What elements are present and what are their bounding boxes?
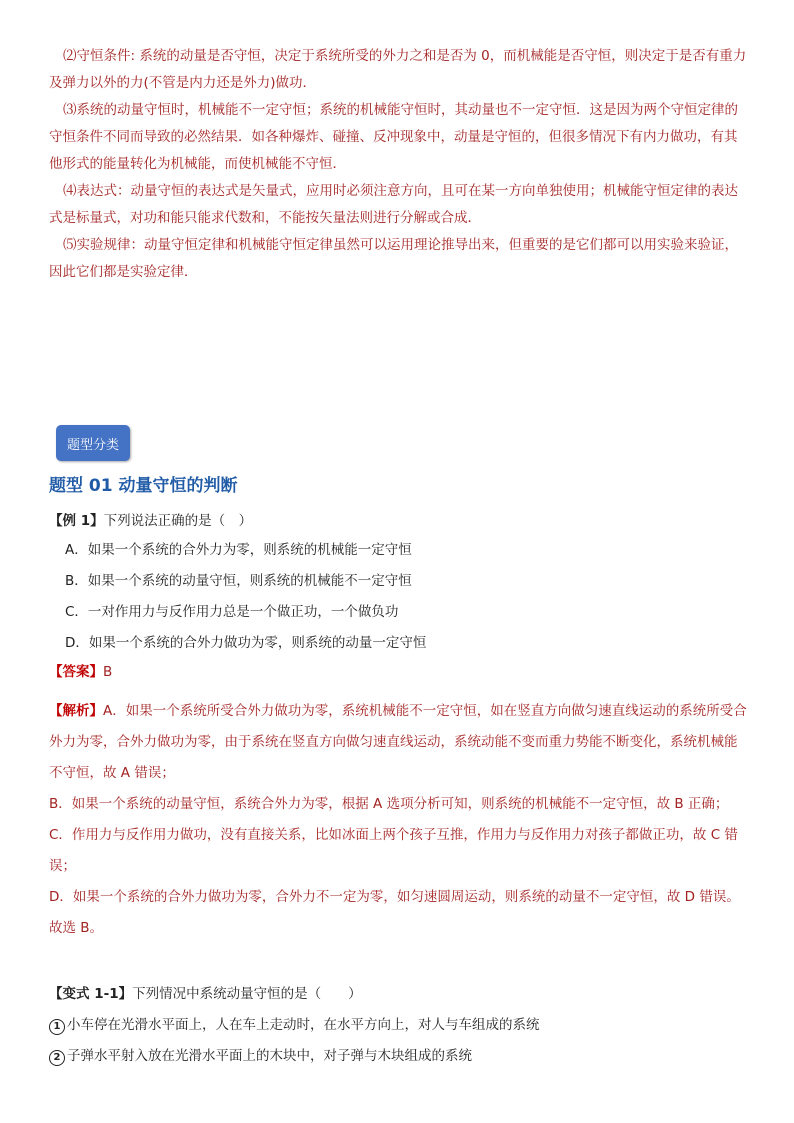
analysis-label: 【解析】 <box>49 703 103 719</box>
intro-paragraph-5: ⑸实验规律：动量守恒定律和机械能守恒定律虽然可以运用理论推导出来，但重要的是它们都可以用实验来验证，因此它们都是实验定律． <box>49 237 738 280</box>
option-b: B．如果一个系统的动量守恒，则系统的机械能不一定守恒 <box>65 573 412 589</box>
answer-line <box>49 659 749 686</box>
example-stem: 下列说法正确的是（ ） <box>103 513 253 529</box>
analysis-c: C．作用力与反作用力做功，没有直接关系，比如冰面上两个孩子互推，作用力与反作用力对孩子都做正功，故 C 错误； <box>49 827 738 874</box>
analysis-b: B．如果一个系统的动量守恒，系统合外力为零，根据 A 选项分析可知，则系统的机械能不一定守恒，故 B 正确； <box>49 796 729 812</box>
answer-label: 【答案】 <box>49 664 103 680</box>
variant-stem: 下列情况中系统动量守恒的是（ ） <box>132 986 362 1002</box>
intro-paragraph-2: ⑵守恒条件: 系统的动量是否守恒，决定于系统所受的外力之和是否为 0，而机械能是否守恒，则决定于是否有重力及弹力以外的力(不管是内力还是外力)做功． <box>49 48 747 91</box>
circled-number: 2 <box>49 1050 65 1066</box>
analysis-conclusion: 故选 B。 <box>49 920 104 936</box>
circled-number: 1 <box>49 1019 65 1035</box>
example-question <box>49 508 749 686</box>
variant-item-2-text: 子弹水平射入放在光滑水平面上的木块中，对子弹与木块组成的系统 <box>67 1048 472 1064</box>
variant-item-2 <box>49 1041 749 1072</box>
variant-item-1 <box>49 1010 749 1041</box>
example-label: 【例 1】 <box>49 513 104 529</box>
question-type-tag: 题型分类 <box>56 425 130 461</box>
intro-section <box>49 43 749 286</box>
option-a: A．如果一个系统的合外力为零，则系统的机械能一定守恒 <box>65 542 412 558</box>
intro-paragraph-3: ⑶系统的动量守恒时，机械能不一定守恒；系统的机械能守恒时，其动量也不一定守恒．这是因为两个守恒定律的守恒条件不同而导致的必然结果．如各种爆炸、碰撞、反冲现象中，动量是守恒的，但很多情况下有内力做功，有其他形式的能量转化为机械能，而使机械能不守恒． <box>49 102 738 172</box>
analysis-d: D．如果一个系统的合外力做功为零，合外力不一定为零，如匀速圆周运动，则系统的动量不一定守恒，故 D 错误。 <box>49 889 740 905</box>
variant-question <box>49 979 749 1072</box>
example-stem-line <box>49 508 749 535</box>
analysis-section <box>49 696 749 944</box>
variant-label: 【变式 1-1】 <box>49 986 133 1002</box>
variant-item-1-text: 小车停在光滑水平面上，人在车上走动时，在水平方向上，对人与车组成的系统 <box>67 1017 540 1033</box>
intro-paragraph-4: ⑷表达式：动量守恒的表达式是矢量式，应用时必须注意方向，且可在某一方向单独使用；机械能守恒定律的表达式是标量式，对功和能只能求代数和，不能按矢量法则进行分解或合成． <box>49 183 738 226</box>
option-c: C．一对作用力与反作用力总是一个做正功，一个做负功 <box>65 604 399 620</box>
analysis-a-text: A．如果一个系统所受合外力做功为零，系统机械能不一定守恒，如在竖直方向做匀速直线运动的系统所受合外力为零，合外力做功为零，由于系统在竖直方向做匀速直线运动，系统动能不变而重力势能不断变化，系统机械能不守恒，故 A 错误； <box>49 703 747 781</box>
analysis-a <box>49 696 749 789</box>
section-title: 题型 01 动量守恒的判断 <box>49 476 238 496</box>
variant-stem-line <box>49 979 749 1010</box>
option-d: D．如果一个系统的合外力做功为零，则系统的动量一定守恒 <box>65 635 427 651</box>
answer-value: B <box>103 664 113 680</box>
